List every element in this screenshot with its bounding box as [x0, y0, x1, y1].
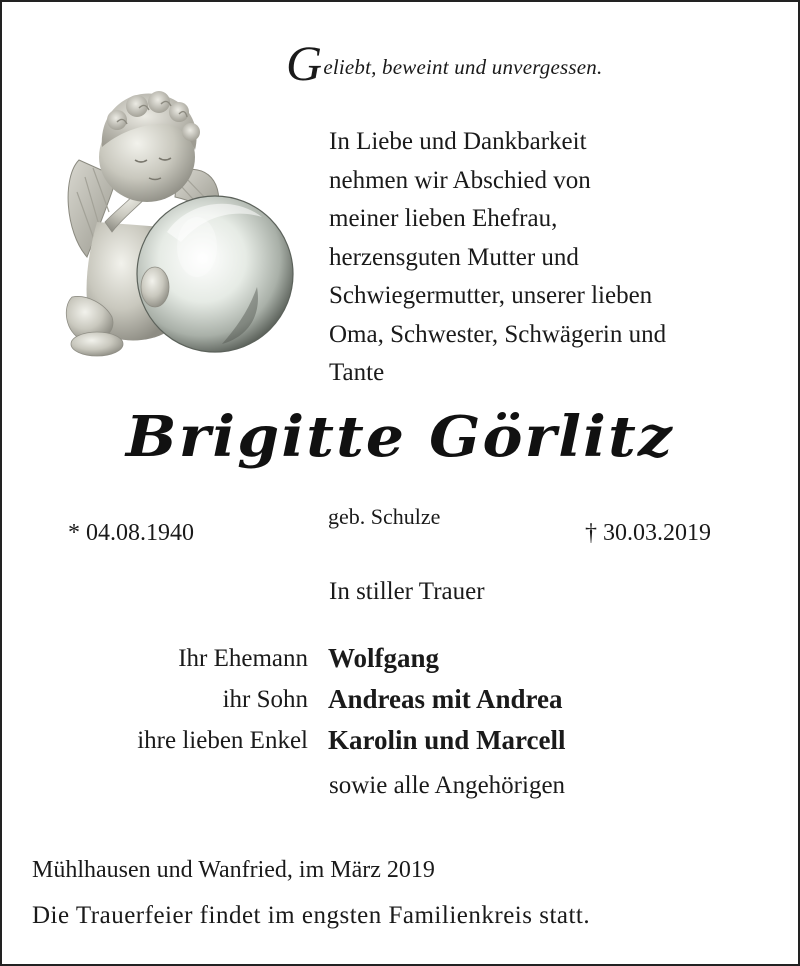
birth-date: * 04.08.1940: [68, 520, 194, 546]
relative-name-grandchildren: Karolin und Marcell: [328, 725, 566, 755]
relatives-extra: sowie alle Angehörigen: [329, 772, 566, 799]
motto-text: eliebt, beweint und unvergessen.: [323, 55, 603, 79]
intro-line: Oma, Schwester, Schwägerin und: [329, 320, 667, 348]
motto: [286, 35, 603, 91]
relative-label-son: ihr Sohn: [222, 686, 308, 713]
deceased-name: Brigitte Görlitz: [125, 404, 675, 470]
relative-label-grandchildren: ihre lieben Enkel: [137, 727, 308, 754]
intro-line: Schwiegermutter, unserer lieben: [329, 282, 653, 309]
place-date: Mühlhausen und Wanfried, im März 2019: [32, 857, 435, 883]
intro-text: [329, 123, 666, 393]
relative-name-son: Andreas mit Andrea: [328, 684, 563, 714]
intro-line: Tante: [329, 359, 385, 386]
intro-line: herzensguten Mutter und: [329, 243, 579, 271]
angel-figure-with-glass-sphere-icon: [57, 82, 297, 372]
intro-line: meiner lieben Ehefrau,: [329, 205, 558, 232]
mourning-line: In stiller Trauer: [329, 578, 485, 605]
intro-line: nehmen wir Abschied von: [329, 166, 591, 194]
maiden-name: geb. Schulze: [328, 504, 441, 529]
motto-initial: G: [286, 35, 323, 91]
relative-label-husband: Ihr Ehemann: [178, 645, 308, 672]
ceremony-note: Die Trauerfeier findet im engsten Familienkreis statt.: [32, 902, 591, 929]
death-date: † 30.03.2019: [585, 520, 711, 546]
relative-name-husband: Wolfgang: [328, 643, 440, 673]
intro-line: In Liebe und Dankbarkeit: [329, 128, 587, 155]
